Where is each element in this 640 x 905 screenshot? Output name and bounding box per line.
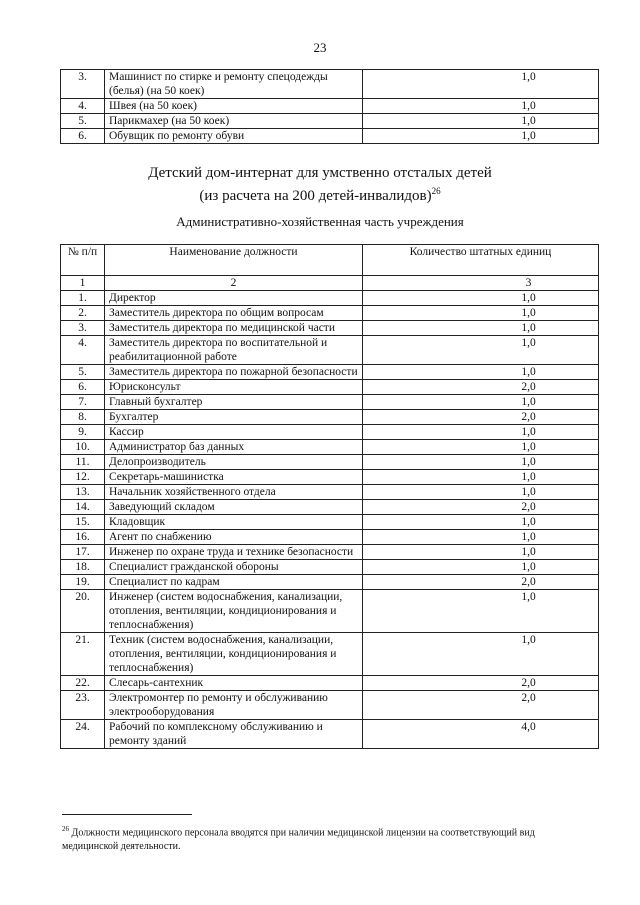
table-row	[61, 455, 599, 470]
staff-count: 1,0	[363, 515, 599, 530]
table-row	[61, 380, 599, 395]
table-row	[61, 515, 599, 530]
table-row	[61, 575, 599, 590]
staff-count: 1,0	[363, 530, 599, 545]
row-number: 20.	[61, 590, 105, 633]
position-name: Юрисконсульт	[105, 380, 363, 395]
position-name: Швея (на 50 коек)	[105, 99, 363, 114]
position-name: Специалист по кадрам	[105, 575, 363, 590]
table-row	[61, 530, 599, 545]
table-row	[61, 291, 599, 306]
staff-count: 2,0	[363, 500, 599, 515]
staff-count: 1,0	[363, 455, 599, 470]
position-name: Заместитель директора по воспитательной и реабилитационной работе	[105, 336, 363, 365]
section-title-line2: (из расчета на 200 детей-инвалидов)	[199, 188, 432, 204]
position-name: Кассир	[105, 425, 363, 440]
row-number: 22.	[61, 676, 105, 691]
position-name: Техник (систем водоснабжения, канализации, отопления, вентиляции, кондиционирования и теплоснабжения)	[105, 633, 363, 676]
staff-count: 1,0	[363, 336, 599, 365]
footnote-text: Должности медицинского персонала вводятся при наличии медицинской лицензии на соответствующий вид медицинской деятельности.	[62, 827, 535, 853]
staff-count: 1,0	[363, 321, 599, 336]
section-title	[0, 164, 640, 205]
footnote-ref: 26	[431, 186, 441, 196]
staff-count: 1,0	[363, 291, 599, 306]
header-qty: Количество штатных единиц	[363, 245, 599, 276]
position-name: Обувщик по ремонту обуви	[105, 129, 363, 144]
row-number: 9.	[61, 425, 105, 440]
table-header-row	[61, 245, 599, 276]
table-row	[61, 99, 599, 114]
position-name: Машинист по стирке и ремонту спецодежды (белья) (на 50 коек)	[105, 70, 363, 99]
staff-count: 2,0	[363, 691, 599, 720]
section-subtitle: Административно-хозяйственная часть учреждения	[176, 214, 464, 229]
table-row	[61, 676, 599, 691]
table-row	[61, 129, 599, 144]
row-number: 17.	[61, 545, 105, 560]
table-row	[61, 306, 599, 321]
section-title-line1: Детский дом-интернат для умственно отсталых детей	[148, 165, 492, 181]
index-name: 2	[105, 276, 363, 291]
position-name: Главный бухгалтер	[105, 395, 363, 410]
staff-count: 1,0	[363, 114, 599, 129]
table-row	[61, 410, 599, 425]
staff-count: 2,0	[363, 410, 599, 425]
row-number: 6.	[61, 380, 105, 395]
index-num: 1	[61, 276, 105, 291]
row-number: 13.	[61, 485, 105, 500]
table-row	[61, 720, 599, 749]
position-name: Секретарь-машинистка	[105, 470, 363, 485]
staff-count: 2,0	[363, 380, 599, 395]
table-row	[61, 485, 599, 500]
staff-count: 4,0	[363, 720, 599, 749]
row-number: 3.	[61, 70, 105, 99]
position-name: Заместитель директора по медицинской части	[105, 321, 363, 336]
footnote-number: 26	[62, 825, 69, 833]
position-name: Слесарь-сантехник	[105, 676, 363, 691]
row-number: 15.	[61, 515, 105, 530]
staff-count: 1,0	[363, 440, 599, 455]
row-number: 16.	[61, 530, 105, 545]
staff-table	[60, 244, 599, 749]
table-row	[61, 500, 599, 515]
index-qty: 3	[363, 276, 599, 291]
staff-count: 1,0	[363, 99, 599, 114]
row-number: 4.	[61, 336, 105, 365]
row-number: 11.	[61, 455, 105, 470]
row-number: 21.	[61, 633, 105, 676]
table-row	[61, 70, 599, 99]
position-name: Инженер (систем водоснабжения, канализации, отопления, вентиляции, кондиционирования и теплоснабжения)	[105, 590, 363, 633]
row-number: 23.	[61, 691, 105, 720]
table-row	[61, 365, 599, 380]
table-row	[61, 470, 599, 485]
position-name: Заместитель директора по общим вопросам	[105, 306, 363, 321]
table-row	[61, 633, 599, 676]
table-row	[61, 440, 599, 455]
position-name: Специалист гражданской обороны	[105, 560, 363, 575]
table-row	[61, 545, 599, 560]
table-row	[61, 590, 599, 633]
position-name: Кладовщик	[105, 515, 363, 530]
staff-count: 1,0	[363, 485, 599, 500]
table-row	[61, 560, 599, 575]
row-number: 5.	[61, 114, 105, 129]
staff-count: 1,0	[363, 365, 599, 380]
row-number: 3.	[61, 321, 105, 336]
position-name: Делопроизводитель	[105, 455, 363, 470]
position-name: Инженер по охране труда и технике безопасности	[105, 545, 363, 560]
position-name: Парикмахер (на 50 коек)	[105, 114, 363, 129]
row-number: 19.	[61, 575, 105, 590]
staff-count: 1,0	[363, 545, 599, 560]
staff-count: 1,0	[363, 425, 599, 440]
page-number: 23	[313, 40, 327, 55]
staff-count: 1,0	[363, 590, 599, 633]
row-number: 8.	[61, 410, 105, 425]
table-row	[61, 321, 599, 336]
staff-count: 1,0	[363, 395, 599, 410]
staff-count: 1,0	[363, 470, 599, 485]
footnote-separator	[62, 814, 192, 815]
staff-count: 2,0	[363, 575, 599, 590]
staff-count: 1,0	[363, 129, 599, 144]
staff-count: 1,0	[363, 633, 599, 676]
row-number: 14.	[61, 500, 105, 515]
row-number: 12.	[61, 470, 105, 485]
header-name: Наименование должности	[105, 245, 363, 276]
table-row	[61, 395, 599, 410]
footnote	[62, 822, 592, 854]
row-number: 7.	[61, 395, 105, 410]
table-row	[61, 336, 599, 365]
row-number: 5.	[61, 365, 105, 380]
position-name: Директор	[105, 291, 363, 306]
row-number: 6.	[61, 129, 105, 144]
row-number: 24.	[61, 720, 105, 749]
staff-count: 1,0	[363, 306, 599, 321]
continued-staff-table	[60, 69, 599, 144]
position-name: Электромонтер по ремонту и обслуживанию электрооборудования	[105, 691, 363, 720]
row-number: 4.	[61, 99, 105, 114]
position-name: Заведующий складом	[105, 500, 363, 515]
row-number: 1.	[61, 291, 105, 306]
table-row	[61, 114, 599, 129]
position-name: Бухгалтер	[105, 410, 363, 425]
table-row	[61, 691, 599, 720]
staff-count: 1,0	[363, 560, 599, 575]
position-name: Начальник хозяйственного отдела	[105, 485, 363, 500]
header-num: № п/п	[61, 245, 105, 276]
row-number: 18.	[61, 560, 105, 575]
position-name: Рабочий по комплексному обслуживанию и ремонту зданий	[105, 720, 363, 749]
staff-count: 1,0	[363, 70, 599, 99]
position-name: Администратор баз данных	[105, 440, 363, 455]
row-number: 2.	[61, 306, 105, 321]
table-row	[61, 425, 599, 440]
row-number: 10.	[61, 440, 105, 455]
position-name: Заместитель директора по пожарной безопасности	[105, 365, 363, 380]
staff-count: 2,0	[363, 676, 599, 691]
position-name: Агент по снабжению	[105, 530, 363, 545]
table-index-row	[61, 276, 599, 291]
